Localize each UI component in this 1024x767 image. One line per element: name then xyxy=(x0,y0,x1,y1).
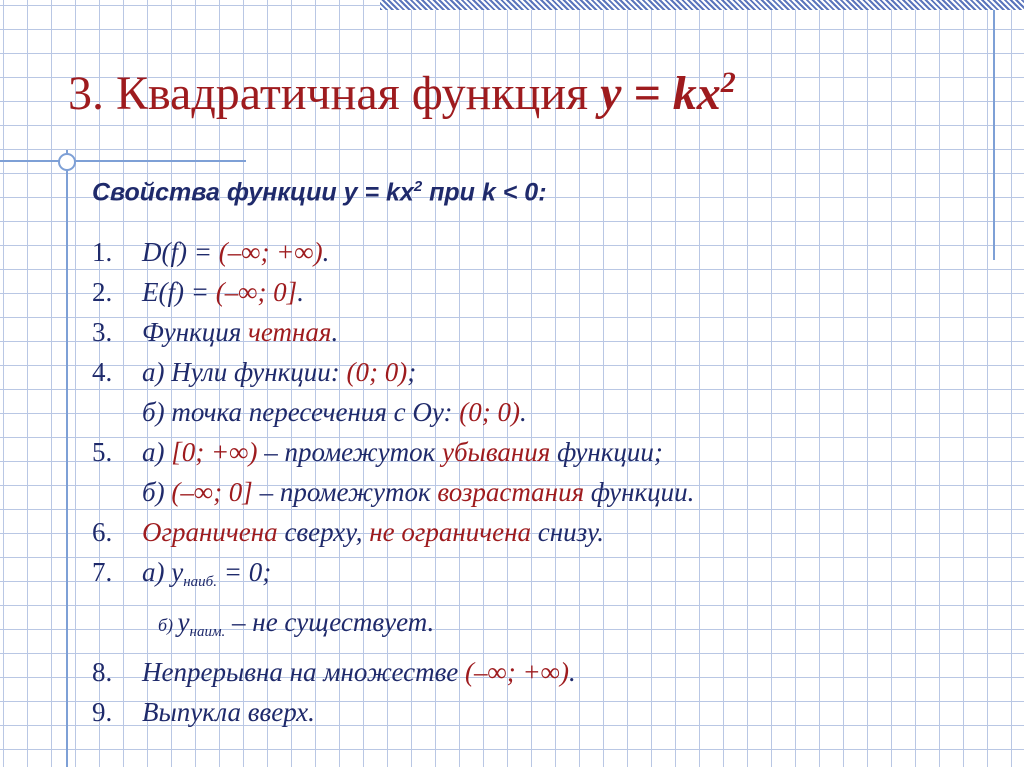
property-text: Непрерывна на множестве xyxy=(142,657,466,687)
property-text-mid: сверху, xyxy=(277,517,370,547)
property-subscript: наиб. xyxy=(183,574,217,590)
property-text: б) точка пересечения с Оу: xyxy=(142,397,460,427)
title-formula-exponent: 2 xyxy=(720,66,736,99)
property-number: 6. xyxy=(92,517,113,547)
property-subscript: наим. xyxy=(189,624,226,640)
property-5b xyxy=(92,472,992,512)
property-text: б) xyxy=(142,477,172,507)
properties-list xyxy=(92,232,992,732)
property-4a xyxy=(92,352,992,392)
heading-exponent: 2 xyxy=(413,178,423,195)
property-number: 8. xyxy=(92,657,113,687)
slide-title xyxy=(68,66,736,121)
property-end: = 0; xyxy=(216,557,272,587)
property-text-mid: – промежуток xyxy=(252,477,438,507)
property-text: y xyxy=(177,607,190,637)
property-text-mid: – промежуток xyxy=(257,437,442,467)
properties-heading xyxy=(92,178,547,207)
property-number: 9. xyxy=(92,697,113,727)
property-highlight: (0; 0) xyxy=(346,357,408,387)
property-highlight: (0; 0) xyxy=(459,397,520,427)
heading-part2: при k < 0: xyxy=(422,178,547,207)
property-end: функции. xyxy=(584,477,695,507)
property-number: 7. xyxy=(92,557,113,587)
margin-horizontal-line xyxy=(0,160,246,162)
property-number: 2. xyxy=(92,277,113,307)
property-8 xyxy=(92,652,992,692)
property-3 xyxy=(92,312,992,352)
property-highlight: (–∞; 0] xyxy=(171,477,253,507)
property-text: а) xyxy=(142,437,172,467)
property-end: снизу. xyxy=(531,517,605,547)
property-end: . xyxy=(297,277,304,307)
property-highlight: (–∞; +∞) xyxy=(218,237,323,267)
property-6 xyxy=(92,512,992,552)
property-5a xyxy=(92,432,992,472)
property-number: 5. xyxy=(92,437,113,467)
margin-vertical-line xyxy=(66,150,68,767)
property-highlight: [0; +∞) xyxy=(171,437,258,467)
property-end: функции; xyxy=(550,437,663,467)
title-formula xyxy=(600,67,736,120)
property-highlight: (–∞; 0] xyxy=(215,277,298,307)
property-end: . xyxy=(331,317,339,347)
property-highlight: четная xyxy=(248,317,332,347)
property-highlight-2: убывания xyxy=(441,437,551,467)
property-end: ; xyxy=(407,357,417,387)
property-text: а) Нули функции: xyxy=(142,357,347,387)
property-7a xyxy=(92,552,992,602)
property-4b xyxy=(92,392,992,432)
property-highlight: (–∞; +∞) xyxy=(465,657,569,687)
property-end: . xyxy=(519,397,527,427)
property-text: D(f) = xyxy=(142,237,219,267)
margin-circle-ornament xyxy=(58,153,76,171)
property-text: Функция xyxy=(142,317,249,347)
property-text: а) y xyxy=(142,557,184,587)
property-text: Выпукла вверх. xyxy=(142,697,315,727)
top-decorative-stripe xyxy=(380,0,1024,10)
property-1 xyxy=(92,232,992,272)
property-highlight: Ограничена xyxy=(142,517,278,547)
property-text: E(f) = xyxy=(142,277,216,307)
property-highlight-2: не ограничена xyxy=(369,517,532,547)
property-end: . xyxy=(569,657,576,687)
property-9 xyxy=(92,692,992,732)
property-2 xyxy=(92,272,992,312)
property-7b xyxy=(92,602,992,652)
property-end: . xyxy=(322,237,330,267)
right-margin-line xyxy=(993,10,995,260)
property-end: – не существует. xyxy=(225,607,435,637)
property-number: 4. xyxy=(92,357,113,387)
property-label: б) xyxy=(158,615,178,635)
title-formula-base: y = kx xyxy=(600,67,721,120)
property-number: 3. xyxy=(92,317,113,347)
property-highlight-2: возрастания xyxy=(437,477,585,507)
title-text: 3. Квадратичная функция xyxy=(68,67,601,120)
heading-part1: Свойства функции y = kx xyxy=(92,178,414,207)
property-number: 1. xyxy=(92,237,113,267)
